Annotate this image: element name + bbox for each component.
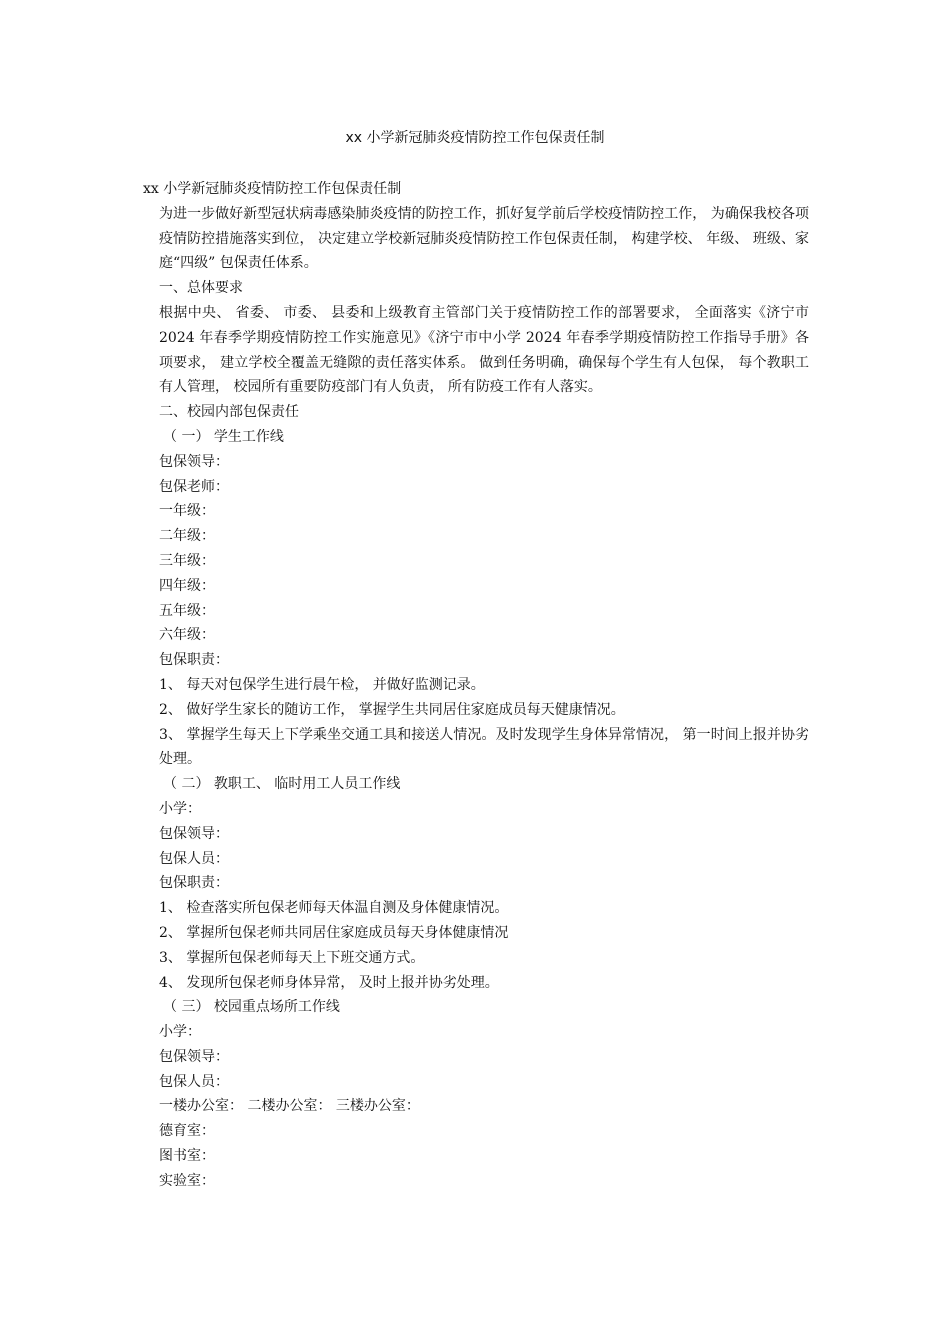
list-item: 1、 每天对包保学生进行晨午检， 并做好监测记录。 bbox=[159, 676, 485, 693]
section-heading-internal: 二、校园内部包保责任 bbox=[159, 404, 299, 421]
list-item: 3、 掌握学生每天上下学乘坐交通工具和接送人情况。及时发现学生身体异常情况， 第一时间上报并协劣处理。 bbox=[159, 726, 809, 768]
list-item: 1、 检查落实所包保老师每天体温自测及身体健康情况。 bbox=[159, 900, 509, 917]
text-line: 德育室： bbox=[159, 1123, 215, 1140]
text-line: 包保人员： bbox=[159, 850, 229, 867]
text-line: 包保老师： bbox=[159, 478, 229, 495]
text-line: 四年级： bbox=[159, 577, 215, 594]
section-heading-general: 一、总体要求 bbox=[159, 280, 243, 297]
text-line: 包保领导： bbox=[159, 825, 229, 842]
subsection-heading-staff: （ 二） 教职工、 临时用工人员工作线 bbox=[163, 776, 401, 793]
text-line: 三年级： bbox=[159, 552, 215, 569]
text-line: 包保领导： bbox=[159, 453, 229, 470]
subsection-heading-students: （ 一） 学生工作线 bbox=[163, 428, 284, 445]
text-line: 五年级： bbox=[159, 602, 215, 619]
text-line: 包保职责： bbox=[159, 652, 229, 669]
list-item: 2、 做好学生家长的随访工作， 掌握学生共同居住家庭成员每天健康情况。 bbox=[159, 701, 625, 718]
intro-paragraph: 为进一步做好新型冠状病毒感染肺炎疫情的防控工作，抓好复学前后学校疫情防控工作， 为确保我校各项疫情防控措施落实到位， 决定建立学校新冠肺炎疫情防控工作包保责任制， 构建学校、 年级、 班级、家庭“四级” 包保责任体系。 bbox=[159, 205, 809, 272]
text-line: 一年级： bbox=[159, 503, 215, 520]
document-body bbox=[143, 177, 809, 1194]
text-line: 包保职责： bbox=[159, 875, 229, 892]
general-requirements-paragraph: 根据中央、 省委、 市委、 县委和上级教育主管部门关于疫情防控工作的部署要求， 全面落实《济宁市 2024 年春季学期疫情防控工作实施意见》《济宁市中小学 2024 年春季学期疫情防控工作指导手册》各项要求， 建立学校全覆盖无缝隙的责任落实体系。 做到任务明确，确保每个学生有人包保， 每个教职工有人管理， 校园所有重要防疫部门有人负责， 所有防疫工作有人落实。 bbox=[159, 304, 809, 396]
text-line: 实验室： bbox=[159, 1172, 215, 1189]
text-line: 图书室： bbox=[159, 1148, 215, 1165]
subsection-heading-venues: （ 三） 校园重点场所工作线 bbox=[163, 999, 340, 1016]
text-line: 二年级： bbox=[159, 528, 215, 545]
list-item: 3、 掌握所包保老师每天上下班交通方式。 bbox=[159, 949, 425, 966]
text-line: 一楼办公室： 二楼办公室： 三楼办公室： bbox=[159, 1098, 420, 1115]
list-item: 2、 掌握所包保老师共同居住家庭成员每天身体健康情况 bbox=[159, 924, 509, 941]
text-line: 小学： bbox=[159, 1024, 201, 1041]
heading-line: xx 小学新冠肺炎疫情防控工作包保责任制 bbox=[143, 181, 402, 197]
document-title: xx 小学新冠肺炎疫情防控工作包保责任制 bbox=[345, 130, 605, 146]
text-line: 包保领导： bbox=[159, 1048, 229, 1065]
text-line: 小学： bbox=[159, 800, 201, 817]
text-line: 包保人员： bbox=[159, 1073, 229, 1090]
list-item: 4、 发现所包保老师身体异常， 及时上报并协劣处理。 bbox=[159, 974, 499, 991]
text-line: 六年级： bbox=[159, 627, 215, 644]
